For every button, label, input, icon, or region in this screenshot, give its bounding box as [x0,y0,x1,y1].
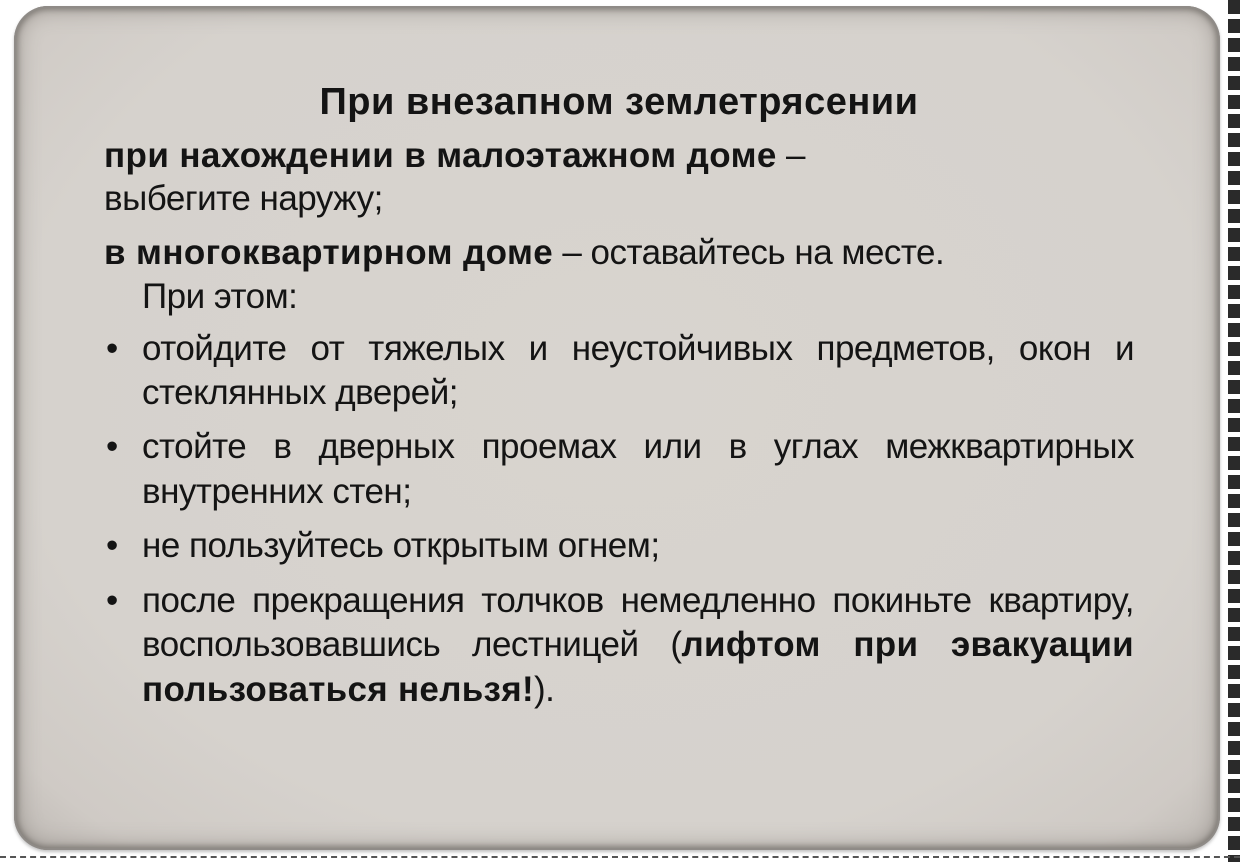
low-rise-instruction: выбегите наружу; [104,179,383,219]
list-item-open-paren: ( [638,625,682,665]
list-item-text: отойдите от тяжелых и неустойчивых предметов, окон и стеклянных дверей; [142,328,1134,413]
list-item [104,425,1134,514]
apartment-continuation: При этом: [142,276,298,316]
list-item-close-paren: ). [533,669,555,709]
apartment-heading: в многоквартирном доме [104,233,554,273]
bullet-icon: • [106,526,118,566]
bullet-icon: • [106,328,118,368]
bullet-icon: • [106,427,118,467]
low-rise-heading: при нахождении в малоэтажном доме [104,135,777,175]
side-binding-strip [1228,0,1240,862]
list-item-text: не пользуйтесь открытым огнем; [142,526,660,566]
instruction-list [104,327,1134,713]
apartment-paragraph [104,231,1134,319]
card-title: При внезапном землетрясении [319,81,919,123]
list-item-text: стойте в дверных проемах или в углах межквартирных внутренних стен; [142,427,1134,511]
list-item [104,524,1134,568]
apartment-dash: – [553,233,591,273]
list-item-warning: лифтом при эвакуации пользоваться нельзя! [142,625,1134,709]
low-rise-dash: – [776,135,805,175]
apartment-instruction: оставайтесь на месте. [590,233,945,273]
card-content [104,80,1134,722]
list-item-text: после прекращения толчков немедленно покиньте квартиру, воспользовавшись лестницей [142,580,1134,665]
list-item [104,327,1134,416]
bullet-icon: • [106,580,118,620]
list-item [104,579,1134,712]
low-rise-paragraph [104,134,1134,222]
cut-line [0,856,1240,858]
